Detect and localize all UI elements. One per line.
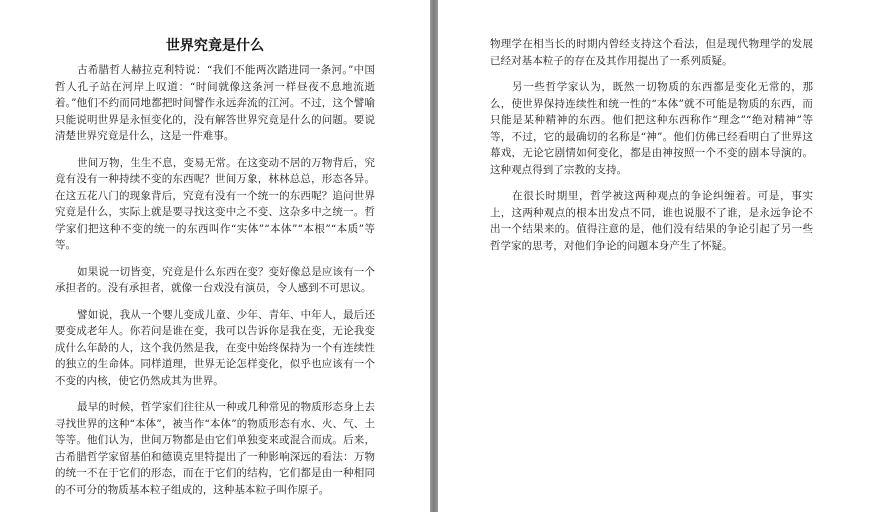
paragraph: 另一些哲学家认为，既然一切物质的东西都是变化无常的，那么，使世界保持连续性和统一性的“本体”就不可能是物质的东西，而只能是某种精神的东西。他们把这种东西称作“理念”“绝对精神”等等，不过，它的最确切的名称是“神”。他们仿佛已经看明白了世界这幕戏，无论它剧情如何变化，都是由神按照一个不变的剧本导演的。这种观点得到了宗教的支持。: [490, 81, 813, 176]
paragraph-continued: 物理学在相当长的时期内曾经支持这个看法，但是现代物理学的发展已经对基本粒子的存在及其作用提出了一系列质疑。: [490, 38, 813, 67]
paragraph: 如果说一切皆变，究竟是什么东西在变？变好像总是应该有一个承担者的。没有承担者，就像一台戏没有演员，令人感到不可思议。: [55, 265, 375, 294]
page-right: [438, 0, 869, 512]
paragraph: 譬如说，我从一个婴儿变成儿童、少年、青年、中年人，最后还要变成老年人。你若问是谁在变，我可以告诉你是我在变，无论我变成什么年龄的人，这个我仍然是我，在变中始终保持为一个有连续性的独立的生命体。同样道理，世界无论怎样变化，似乎也应该有一个不变的内核，使它仍然成其为世界。: [55, 308, 375, 387]
page-left: [0, 0, 430, 512]
paragraph: 古希腊哲人赫拉克利特说：“我们不能两次踏进同一条河。”中国哲人孔子站在河岸上叹道：“时间就像这条河一样昼夜不息地流逝着。”他们不约而同地都把时间譬作永远奔流的江河。不过，这个譬喻只能说明世界是永恒变化的，没有解答世界究竟是什么的问题。要说清楚世界究竟是什么，这是一件难事。: [55, 64, 375, 142]
paragraph: 世间万物，生生不息，变易无常。在这变动不居的万物背后，究竟有没有一种持续不变的东西呢？世间万象，林林总总，形态各异。在这五花八门的现象背后，究竟有没有一个统一的东西呢？追问世界究竟是什么，实际上就是要寻找这变中之不变、这杂多中之统一。哲学家们把这种不变的统一的东西叫作“实体”“本体”“本根”“本质”等等。: [55, 156, 375, 251]
document-title: 世界究竟是什么: [165, 38, 265, 54]
paragraph: 最早的时候，哲学家们往往从一种或几种常见的物质形态身上去寻找世界的这种“本体”，被当作“本体”的物质形态有水、火、气、土等等。他们认为，世间万物都是由它们单独变来或混合而成。后来，古希腊哲学家留基伯和德谟克里特提出了一种影响深远的看法：万物的统一不在于它们的形态，而在于它们的结构，它们都是由一种相同的不可分的物质基本粒子组成的，这种基本粒子叫作原子。: [55, 401, 375, 496]
paragraph: 在很长时期里，哲学被这两种观点的争论纠缠着。可是，事实上，这两种观点的根本出发点不同，谁也说服不了谁，是永远争论不出一个结果来的。值得注意的是，他们没有结果的争论引起了另一些哲学家的思考，对他们争论的问题本身产生了怀疑。: [490, 190, 813, 252]
page-separator: [430, 0, 438, 512]
